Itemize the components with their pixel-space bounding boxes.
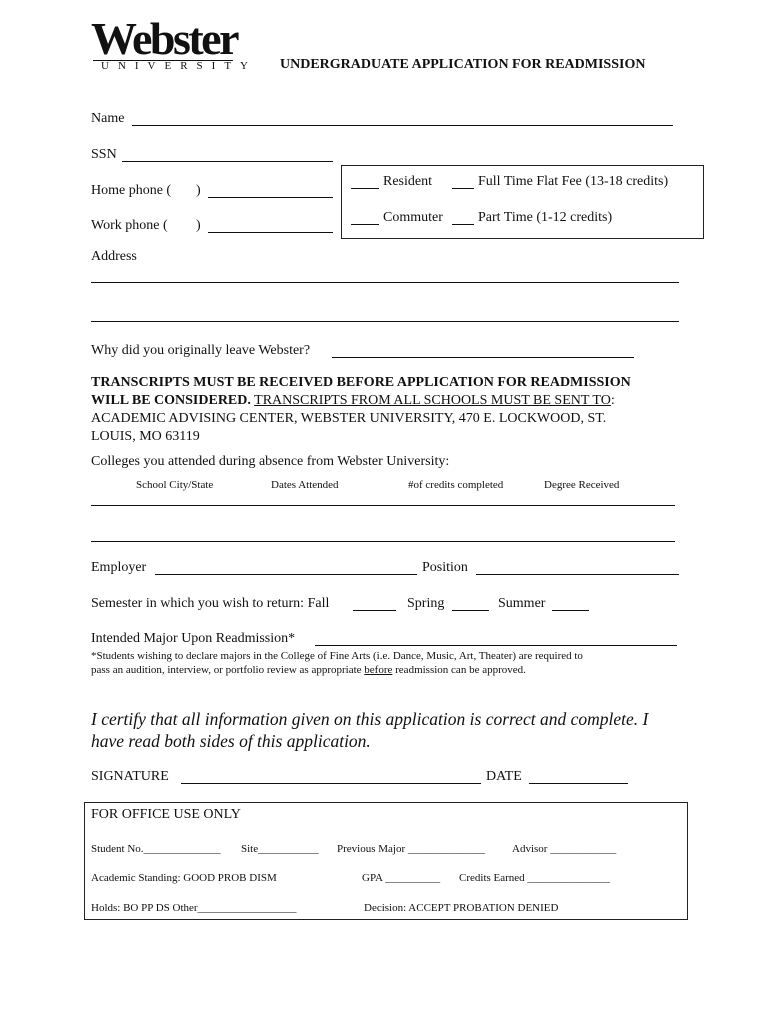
office-use-heading: FOR OFFICE USE ONLY: [91, 807, 241, 822]
college-row-1[interactable]: [91, 505, 675, 506]
fall-field[interactable]: [353, 610, 396, 611]
semester-label: Semester in which you wish to return: Fall: [91, 596, 330, 611]
office-advisor: Advisor ____________: [512, 843, 617, 855]
summer-label: Summer: [498, 596, 546, 611]
office-decision: Decision: ACCEPT PROBATION DENIED: [364, 902, 559, 914]
webster-logo: [91, 13, 257, 72]
college-row-2[interactable]: [91, 541, 675, 542]
office-student-no: Student No.______________: [91, 843, 221, 855]
date-label: DATE: [486, 769, 522, 784]
major-label: Intended Major Upon Readmission*: [91, 631, 296, 646]
logo-subtitle: UNIVERSITY: [101, 60, 257, 72]
home-phone-field[interactable]: [208, 197, 333, 198]
advising-address-line1: ACADEMIC ADVISING CENTER, WEBSTER UNIVERSITY, 470 E. LOCKWOOD, ST.: [91, 411, 607, 426]
resident-label: Resident: [383, 174, 432, 189]
signature-label: SIGNATURE: [91, 769, 169, 784]
home-phone-paren: ): [196, 183, 201, 198]
employer-field[interactable]: [155, 574, 417, 575]
col-header-degree: Degree Received: [544, 479, 620, 491]
transcripts-notice-line2: [91, 393, 615, 409]
transcripts-colon: :: [610, 393, 615, 408]
why-leave-field[interactable]: [332, 357, 634, 358]
employer-label: Employer: [91, 560, 147, 575]
signature-field[interactable]: [181, 783, 481, 784]
major-note-b: readmission can be approved.: [392, 664, 526, 676]
work-phone-label: Work phone (: [91, 218, 168, 233]
col-header-credits: #of credits completed: [408, 479, 504, 491]
colleges-label: Colleges you attended during absence from Webster University:: [91, 454, 450, 469]
spring-label: Spring: [407, 596, 445, 611]
full-time-label: Full Time Flat Fee (13-18 credits): [478, 174, 669, 189]
commuter-blank[interactable]: [351, 224, 379, 225]
position-field[interactable]: [476, 574, 679, 575]
ssn-field[interactable]: [122, 161, 333, 162]
resident-blank[interactable]: [351, 188, 379, 189]
commuter-label: Commuter: [383, 210, 443, 225]
summer-field[interactable]: [552, 610, 589, 611]
address-line-1[interactable]: [91, 282, 679, 283]
transcripts-notice-line1: TRANSCRIPTS MUST BE RECEIVED BEFORE APPLICATION FOR READMISSION: [91, 375, 631, 390]
office-academic-standing: Academic Standing: GOOD PROB DISM: [91, 872, 277, 884]
advising-address-line2: LOUIS, MO 63119: [91, 429, 200, 444]
address-label: Address: [91, 249, 137, 264]
home-phone-label: Home phone (: [91, 183, 172, 198]
col-header-school: School City/State: [136, 479, 214, 491]
ssn-label: SSN: [91, 147, 117, 162]
major-field[interactable]: [315, 645, 677, 646]
logo-wordmark: Webster: [91, 13, 238, 64]
position-label: Position: [422, 560, 468, 575]
certify-line1: I certify that all information given on this application is correct and complete. I: [91, 709, 649, 729]
office-credits-earned: Credits Earned _______________: [459, 872, 610, 884]
office-site: Site___________: [241, 843, 319, 855]
date-field[interactable]: [529, 783, 628, 784]
page-title: UNDERGRADUATE APPLICATION FOR READMISSION: [280, 57, 646, 72]
office-previous-major: Previous Major ______________: [337, 843, 485, 855]
transcripts-bold-tail: WILL BE CONSIDERED.: [91, 393, 251, 408]
major-note-line1: *Students wishing to declare majors in the College of Fine Arts (i.e. Dance, Music, Art, Theater) are required to: [91, 650, 583, 662]
major-note-line2: [91, 664, 526, 676]
spring-field[interactable]: [452, 610, 489, 611]
office-holds: Holds: BO PP DS Other__________________: [91, 902, 297, 914]
work-phone-paren: ): [196, 218, 201, 233]
transcripts-send-to: TRANSCRIPTS FROM ALL SCHOOLS MUST BE SENT TO: [254, 393, 611, 408]
work-phone-field[interactable]: [208, 232, 333, 233]
part-time-label: Part Time (1-12 credits): [478, 210, 613, 225]
why-leave-label: Why did you originally leave Webster?: [91, 343, 311, 358]
part-time-blank[interactable]: [452, 224, 474, 225]
name-label: Name: [91, 111, 125, 126]
major-note-a: pass an audition, interview, or portfolio review as appropriate: [91, 664, 365, 676]
col-header-dates: Dates Attended: [271, 479, 339, 491]
certify-line2: have read both sides of this application.: [91, 731, 371, 751]
full-time-blank[interactable]: [452, 188, 474, 189]
major-note-before: before: [364, 664, 393, 676]
name-field[interactable]: [132, 125, 673, 126]
office-gpa: GPA __________: [362, 872, 441, 884]
address-line-2[interactable]: [91, 321, 679, 322]
